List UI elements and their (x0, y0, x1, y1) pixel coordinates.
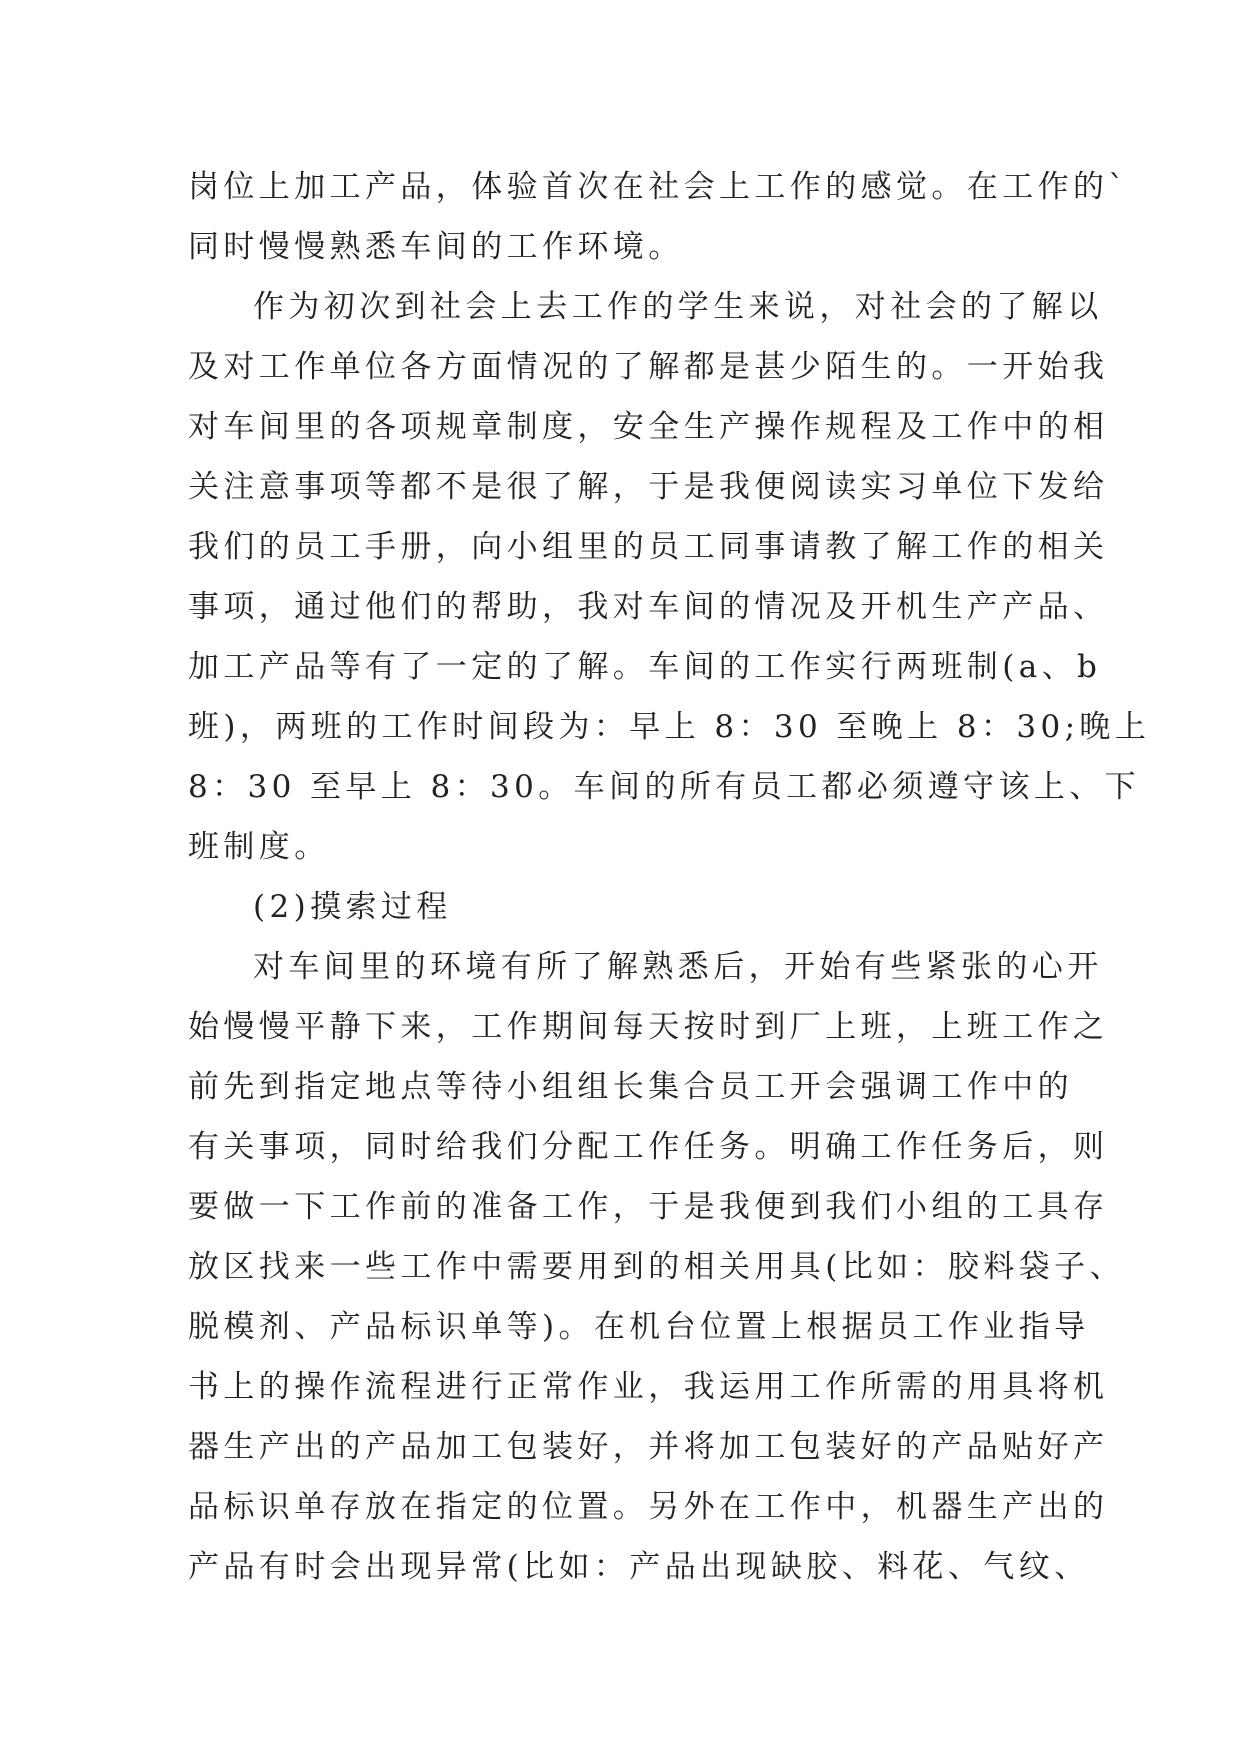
text-line: 班制度。 (188, 829, 330, 865)
text-line: 关注意事项等都不是很了解，于是我便阅读实习单位下发给 (188, 469, 1109, 505)
text-line: 作为初次到社会上去工作的学生来说，对社会的了解以 (253, 289, 1103, 325)
text-line: 事项，通过他们的帮助，我对车间的情况及开机生产产品、 (188, 589, 1109, 625)
text-line: 同时慢慢熟悉车间的工作环境。 (188, 229, 684, 265)
text-line: 我们的员工手册，向小组里的员工同事请教了解工作的相关 (188, 529, 1109, 565)
text-line: 8：30 至早上 8：30。车间的所有员工都必须遵守该上、下 (188, 769, 1141, 805)
text-line: 对车间里的环境有所了解熟悉后，开始有些紧张的心开 (253, 949, 1103, 985)
text-line: 要做一下工作前的准备工作，于是我便到我们小组的工具存 (188, 1189, 1109, 1225)
text-line: 有关事项，同时给我们分配工作任务。明确工作任务后，则 (188, 1129, 1109, 1165)
document-body-text (188, 157, 1151, 1597)
text-line: 放区找来一些工作中需要用到的相关用具(比如：胶料袋子、 (188, 1249, 1125, 1285)
text-line: 器生产出的产品加工包装好，并将加工包装好的产品贴好产 (188, 1429, 1109, 1465)
section-heading: (2)摸索过程 (253, 889, 452, 925)
text-line: 产品有时会出现异常(比如：产品出现缺胶、料花、气纹、 (188, 1549, 1090, 1585)
text-line: 岗位上加工产品，体验首次在社会上工作的感觉。在工作的` (188, 169, 1129, 205)
text-line: 加工产品等有了一定的了解。车间的工作实行两班制(a、b (188, 649, 1102, 685)
text-line: 班)，两班的工作时间段为：早上 8：30 至晚上 8：30;晚上 (188, 709, 1151, 745)
text-line: 书上的操作流程进行正常作业，我运用工作所需的用具将机 (188, 1369, 1109, 1405)
text-line: 始慢慢平静下来，工作期间每天按时到厂上班，上班工作之 (188, 1009, 1109, 1045)
text-line: 对车间里的各项规章制度，安全生产操作规程及工作中的相 (188, 409, 1109, 445)
text-line: 品标识单存放在指定的位置。另外在工作中，机器生产出的 (188, 1489, 1109, 1525)
text-line: 及对工作单位各方面情况的了解都是甚少陌生的。一开始我 (188, 349, 1109, 385)
text-line: 前先到指定地点等待小组组长集合员工开会强调工作中的 (188, 1069, 1073, 1105)
text-line: 脱模剂、产品标识单等)。在机台位置上根据员工作业指导 (188, 1309, 1090, 1345)
